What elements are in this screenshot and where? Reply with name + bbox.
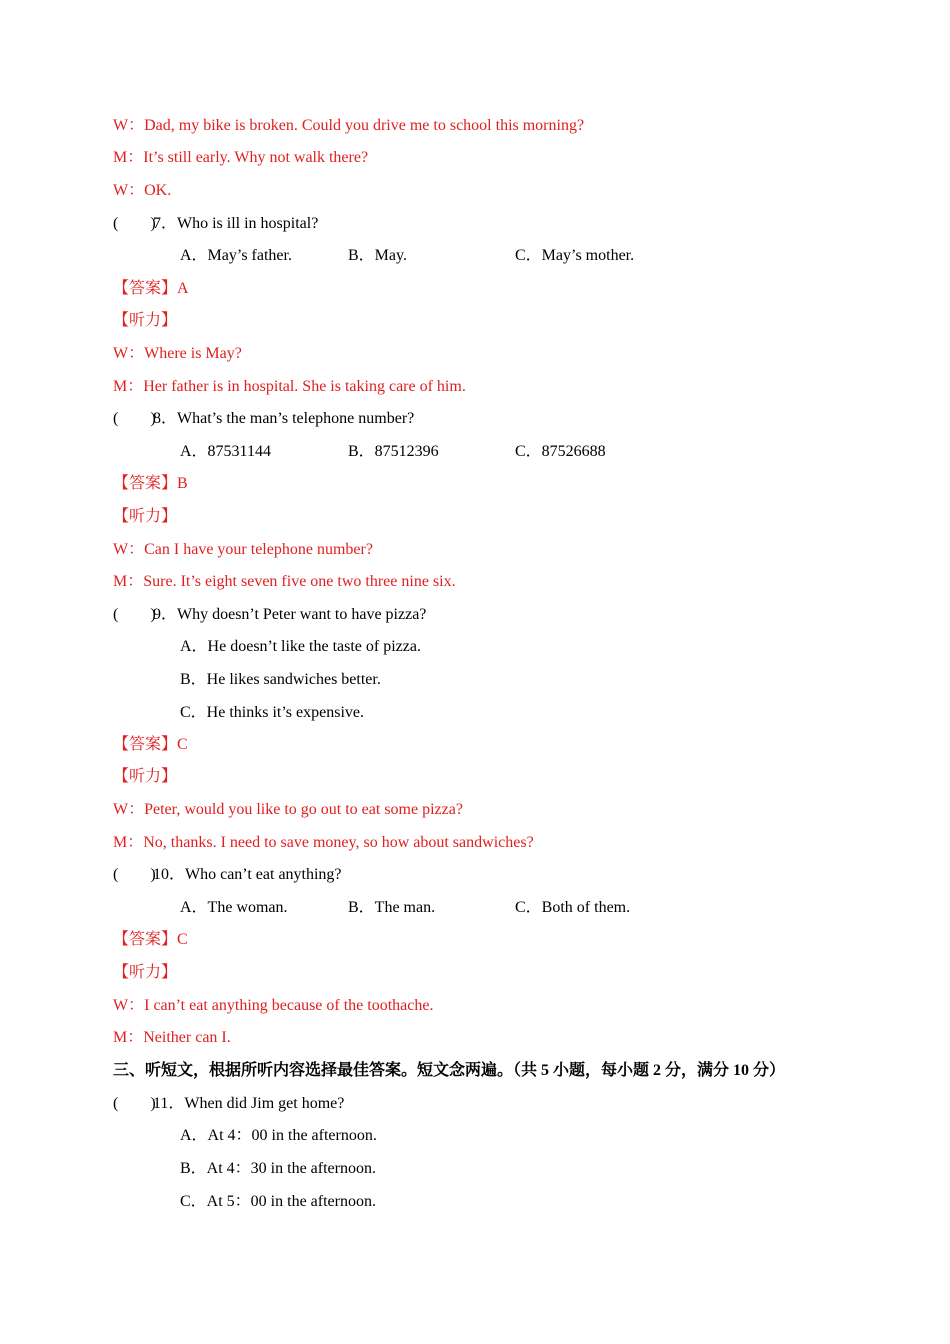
answer-label: 【答案】A <box>113 280 189 297</box>
option-c: C．Both of them. <box>515 899 631 916</box>
answer-blank: ( ) <box>113 1095 156 1112</box>
dialogue-line: W：Peter, would you like to go out to eat some pizza? <box>113 801 463 818</box>
option-c: C．87526688 <box>515 443 606 460</box>
dialogue-line: W：Dad, my bike is broken. Could you drive me to school this morning? <box>113 117 585 134</box>
dialogue-line: M：Her father is in hospital. She is taking care of him. <box>113 378 466 395</box>
listening-label: 【听力】 <box>113 768 178 785</box>
option-a: A．May’s father. <box>180 247 292 264</box>
listening-label: 【听力】 <box>113 508 178 525</box>
section-heading: 三、听短文，根据所听内容选择最佳答案。短文念两遍。（共 5 小题，每小题 2 分，满分 10 分） <box>113 1062 786 1079</box>
dialogue-line: W：OK. <box>113 182 172 199</box>
answer-label: 【答案】C <box>113 931 188 948</box>
answer-label: 【答案】C <box>113 736 188 753</box>
option-c: C．May’s mother. <box>515 247 635 264</box>
dialogue-line: W：Can I have your telephone number? <box>113 541 373 558</box>
question-8: ( )8．What’s the man’s telephone number? <box>113 408 414 430</box>
question-10: ( )10．Who can’t eat anything? <box>113 864 342 886</box>
option-b: B．At 4：30 in the afternoon. <box>180 1160 376 1177</box>
dialogue-line: M：Sure. It’s eight seven five one two three nine six. <box>113 573 456 590</box>
dialogue-line: W：Where is May? <box>113 345 242 362</box>
option-a: A．87531144 <box>180 443 271 460</box>
question-10-options <box>180 897 630 919</box>
option-b: B．The man. <box>348 899 436 916</box>
dialogue-line: M：It’s still early. Why not walk there? <box>113 149 369 166</box>
option-a: A．He doesn’t like the taste of pizza. <box>180 638 421 655</box>
option-a: A．The woman. <box>180 899 288 916</box>
option-b: B．He likes sandwiches better. <box>180 671 381 688</box>
answer-label: 【答案】B <box>113 475 188 492</box>
question-9: ( )9．Why doesn’t Peter want to have pizza? <box>113 604 426 626</box>
question-8-options <box>180 441 606 463</box>
dialogue-line: W：I can’t eat anything because of the toothache. <box>113 997 434 1014</box>
option-c: C．He thinks it’s expensive. <box>180 704 364 721</box>
option-a: A．At 4：00 in the afternoon. <box>180 1127 377 1144</box>
listening-label: 【听力】 <box>113 964 178 981</box>
answer-blank: ( ) <box>113 215 156 232</box>
question-11: ( )11．When did Jim get home? <box>113 1093 344 1115</box>
question-7-options <box>180 245 634 267</box>
question-7: ( )7．Who is ill in hospital? <box>113 213 318 235</box>
dialogue-line: M：Neither can I. <box>113 1029 231 1046</box>
answer-blank: ( ) <box>113 606 156 623</box>
option-b: B．87512396 <box>348 443 439 460</box>
option-b: B．May. <box>348 247 407 264</box>
listening-label: 【听力】 <box>113 312 178 329</box>
option-c: C．At 5：00 in the afternoon. <box>180 1193 376 1210</box>
dialogue-line: M：No, thanks. I need to save money, so how about sandwiches? <box>113 834 534 851</box>
answer-blank: ( ) <box>113 866 156 883</box>
answer-blank: ( ) <box>113 410 156 427</box>
